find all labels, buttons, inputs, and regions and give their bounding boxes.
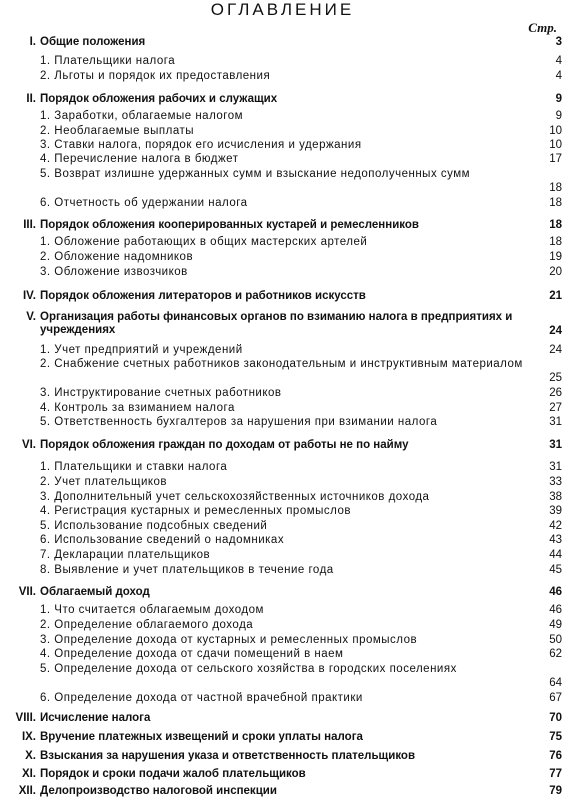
page-number: 9 — [555, 110, 562, 122]
page-number: 77 — [549, 768, 562, 780]
section-number: XI. — [21, 768, 36, 780]
page-number: 43 — [549, 534, 562, 546]
item-title: 5. Ответственность бухгалтеров за нарушения при взимании налога — [40, 416, 438, 428]
section-title: Организация работы финансовых органов по взиманию налога в предприятиях и учреждениях — [40, 311, 513, 336]
section-number: I. — [29, 36, 36, 48]
item-title: 1. Плательщики и ставки налога — [40, 461, 228, 473]
item-title: 6. Использование сведений о надомниках — [40, 534, 285, 546]
item-title: 6. Отчетность об удержании налога — [40, 197, 248, 209]
item-title: 4. Регистрация кустарных и ремесленных промыслов — [40, 505, 351, 517]
item-title: 7. Декларации плательщиков — [40, 549, 211, 561]
item-title: 3. Ставки налога, порядок его исчисления и удержания — [40, 139, 362, 151]
item-title: 4. Перечисление налога в бюджет — [40, 153, 239, 165]
page-number: 62 — [549, 648, 562, 660]
page-number: 26 — [549, 387, 562, 399]
page-title: ОГЛАВЛЕНИЕ — [210, 0, 355, 19]
section-title: Порядок и сроки подачи жалоб плательщиков — [40, 768, 306, 780]
item-title: 1. Заработки, облагаемые налогом — [40, 110, 244, 122]
section-number: VII. — [18, 586, 36, 598]
page-number: 25 — [549, 372, 562, 384]
page-number: 33 — [549, 476, 562, 488]
item-title: 4. Определение дохода от сдачи помещений в наем — [40, 648, 344, 660]
page-number: 18 — [549, 219, 562, 231]
page-number: 10 — [549, 139, 562, 151]
section-number: III. — [23, 219, 36, 231]
page-number: 24 — [549, 344, 562, 356]
item-title: 3. Обложение извозчиков — [40, 266, 188, 278]
section-title: Вручение платежных извещений и сроки уплаты налога — [40, 731, 363, 743]
item-title: 6. Определение дохода от частной врачебной практики — [40, 692, 363, 704]
item-title: 2. Необлагаемые выплаты — [40, 125, 195, 137]
page-number: 46 — [549, 604, 562, 616]
page-number: 18 — [549, 236, 562, 248]
page-number: 3 — [555, 36, 562, 48]
section-number: V. — [26, 311, 36, 323]
page-number: 76 — [549, 750, 562, 762]
section-number: X. — [25, 750, 36, 762]
item-title: 3. Дополнительный учет сельскохозяйственных источников дохода — [40, 491, 430, 503]
page-number: 39 — [549, 505, 562, 517]
section-number: IV. — [22, 290, 36, 302]
section-title: Порядок обложения кооперированных кустарей и ремесленников — [40, 219, 419, 231]
page-number: 27 — [549, 402, 562, 414]
section-title: Порядок обложения граждан по доходам от работы не по найму — [40, 439, 409, 451]
item-title: 2. Льготы и порядок их предоставления — [40, 70, 271, 82]
page-number: 10 — [549, 125, 562, 137]
page-number: 64 — [549, 677, 562, 689]
item-title: 1. Плательщики налога — [40, 55, 176, 67]
item-title: 1. Учет предприятий и учреждений — [40, 344, 243, 356]
page-number: 70 — [549, 712, 562, 724]
section-title: Общие положения — [40, 36, 146, 48]
page-number: 31 — [549, 439, 562, 451]
section-title: Порядок обложения литераторов и работников искусств — [40, 290, 366, 302]
item-title: 8. Выявление и учет плательщиков в течение года — [40, 564, 334, 576]
page-number: 38 — [549, 491, 562, 503]
page-number: 46 — [549, 586, 562, 598]
item-title: 5. Использование подсобных сведений — [40, 520, 268, 532]
page-number: 31 — [549, 416, 562, 428]
section-number: II. — [26, 93, 36, 105]
page-number: 19 — [549, 251, 562, 263]
page-number: 79 — [549, 785, 562, 797]
section-number: VI. — [21, 439, 36, 451]
page-column-header: Стр. — [528, 20, 557, 35]
item-title: 2. Обложение надомников — [40, 251, 194, 263]
page-number: 42 — [549, 520, 562, 532]
item-title: 3. Инструктирование счетных работников — [40, 387, 282, 399]
page-number: 9 — [555, 93, 562, 105]
page-number: 50 — [549, 634, 562, 646]
item-title: 2. Снабжение счетных работников законодательным и инструктивным материалом — [40, 358, 523, 370]
section-title: Делопроизводство налоговой инспекции — [40, 785, 277, 797]
page-number: 49 — [549, 619, 562, 631]
section-number: VIII. — [15, 712, 36, 724]
item-title: 2. Определение облагаемого дохода — [40, 619, 254, 631]
section-number: IX. — [21, 731, 36, 743]
page-number: 20 — [549, 266, 562, 278]
page-number: 45 — [549, 564, 562, 576]
page-number: 44 — [549, 549, 562, 561]
page-number: 17 — [549, 153, 562, 165]
item-title: 2. Учет плательщиков — [40, 476, 168, 488]
section-title: Взыскания за нарушения указа и ответственность плательщиков — [40, 750, 416, 762]
page-number: 75 — [549, 731, 562, 743]
item-title: 5. Определение дохода от сельского хозяйства в городских поселениях — [40, 663, 457, 675]
page-number: 18 — [549, 197, 562, 209]
page-number: 24 — [549, 325, 562, 337]
section-title: Исчисление налога — [40, 712, 151, 724]
page-number: 67 — [549, 692, 562, 704]
item-title: 1. Что считается облагаемым доходом — [40, 604, 264, 616]
section-title: Облагаемый доход — [40, 586, 150, 598]
page-number: 31 — [549, 461, 562, 473]
page-number: 4 — [555, 70, 562, 82]
section-number: XII. — [18, 785, 36, 797]
item-title: 4. Контроль за взиманием налога — [40, 402, 235, 414]
page-number: 18 — [549, 182, 562, 194]
item-title: 3. Определение дохода от кустарных и ремесленных промыслов — [40, 634, 418, 646]
page-number: 4 — [555, 55, 562, 67]
section-title: Порядок обложения рабочих и служащих — [40, 93, 278, 105]
page-number: 21 — [549, 290, 562, 302]
item-title: 1. Обложение работающих в общих мастерских артелей — [40, 236, 368, 248]
item-title: 5. Возврат излишне удержанных сумм и взыскание недополученных сумм — [40, 168, 471, 180]
